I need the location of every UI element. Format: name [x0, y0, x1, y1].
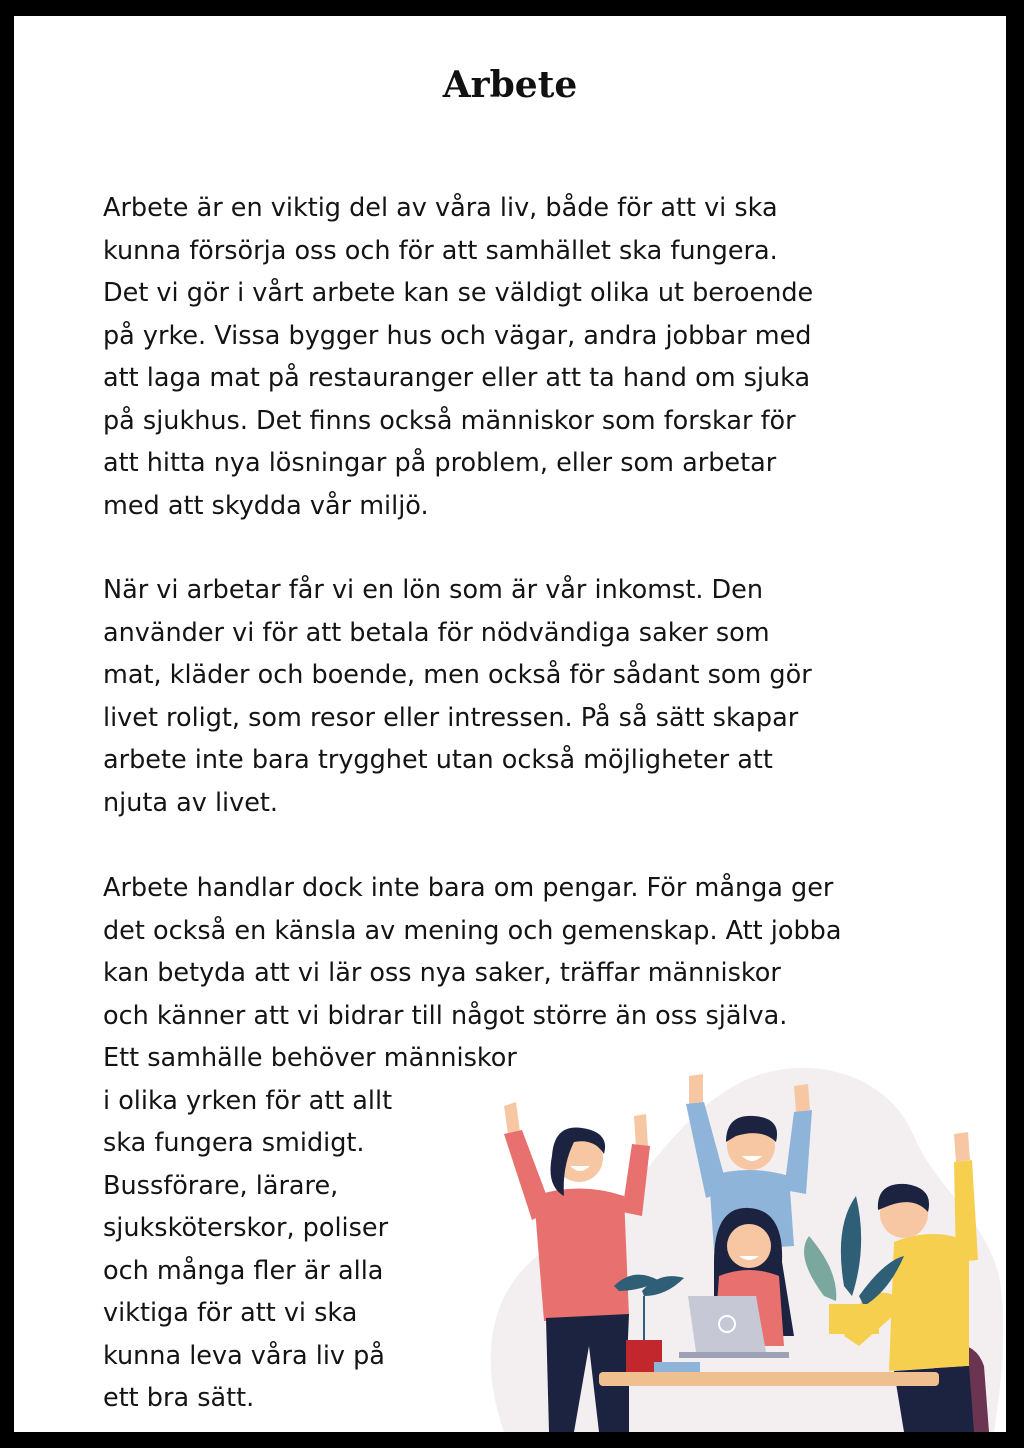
text-line: ska fungera smidigt. [103, 1128, 365, 1158]
text-line: och känner att vi bidrar till något större än oss själva. [103, 1000, 788, 1031]
text-line: att laga mat på restauranger eller att ta hand om sjuka [103, 363, 811, 393]
text-line: kunna leva våra liv på [103, 1340, 385, 1371]
text-line: på yrke. Vissa bygger hus och vägar, andra jobbar med [103, 320, 812, 351]
text-line: Ett samhälle behöver människor [103, 1043, 517, 1073]
text-line: viktiga för att vi ska [103, 1298, 358, 1328]
text-line: livet roligt, som resor eller intressen. På så sätt skapar [103, 702, 799, 733]
text-line: Arbete är en viktig del av våra liv, både för att vi ska [103, 193, 778, 223]
text-line: kunna försörja oss och för att samhället ska fungera. [103, 235, 778, 266]
text-line: i olika yrken för att allt [103, 1085, 393, 1116]
text-line: När vi arbetar får vi en lön som är vår inkomst. Den [103, 575, 764, 605]
text-line: att hitta nya lösningar på problem, eller som arbetar [103, 448, 777, 478]
text-line: och många fler är alla [103, 1255, 384, 1286]
text-line: ett bra sätt. [103, 1383, 255, 1413]
text-line: arbete inte bara trygghet utan också möjligheter att [103, 745, 773, 775]
text-line: njuta av livet. [103, 787, 279, 818]
paragraph-1 [103, 187, 953, 527]
text-line: Det vi gör i vårt arbete kan se väldigt olika ut beroende [103, 278, 814, 308]
cheering-coworkers-illustration [464, 1046, 1006, 1432]
text-line: Arbete handlar dock inte bara om pengar. För många ger [103, 873, 834, 903]
text-line: på sjukhus. Det finns också människor som forskar för [103, 405, 796, 436]
text-line: med att skydda vår miljö. [103, 490, 429, 521]
document-page [14, 16, 1006, 1432]
text-line: mat, kläder och boende, men också för sådant som gör [103, 660, 812, 690]
text-line: använder vi för att betala för nödvändiga saker som [103, 617, 770, 648]
text-line: det också en känsla av mening och gemenskap. Att jobba [103, 915, 842, 946]
text-line: Bussförare, lärare, [103, 1170, 339, 1201]
page-title: Arbete [442, 64, 578, 106]
text-line: sjuksköterskor, poliser [103, 1213, 389, 1243]
text-line: kan betyda att vi lär oss nya saker, träffar människor [103, 958, 781, 988]
paragraph-2 [103, 569, 953, 824]
